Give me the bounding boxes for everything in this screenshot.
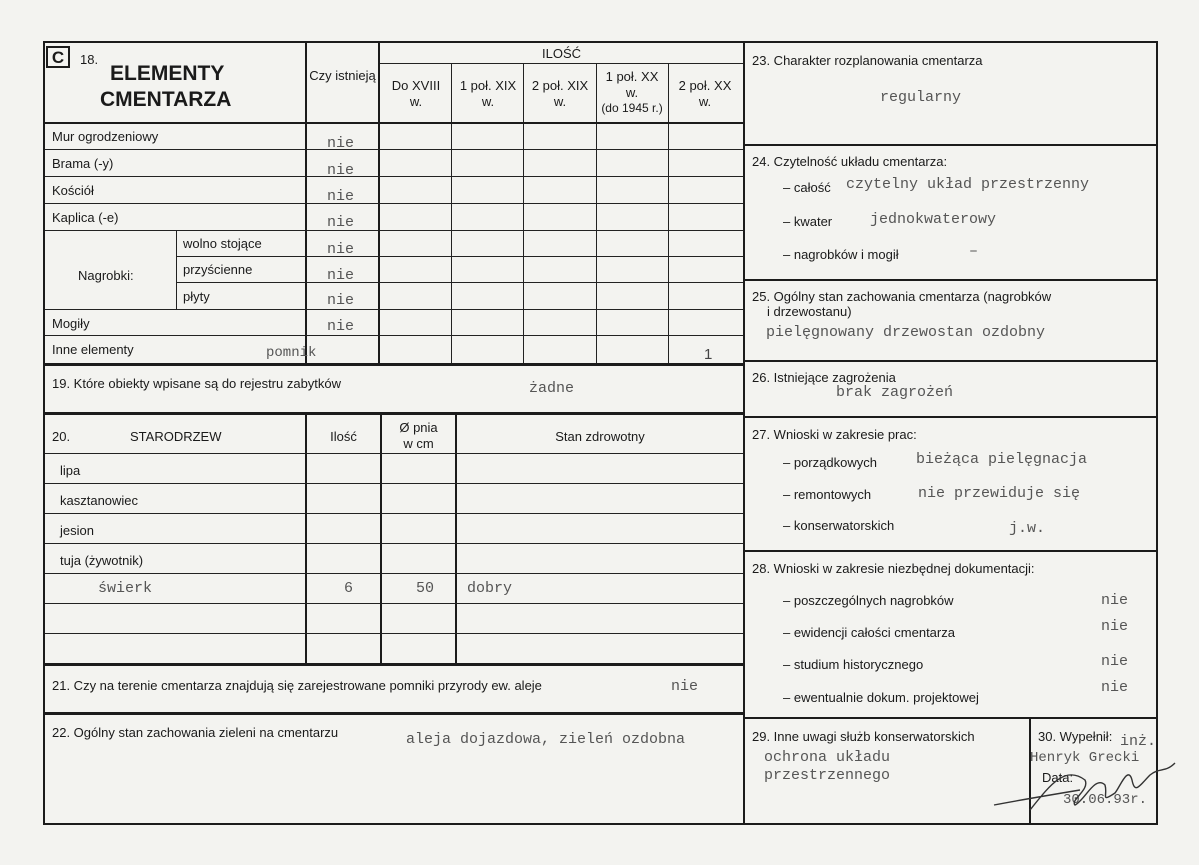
- section-25-value: pielęgnowany drzewostan ozdobny: [766, 324, 1046, 341]
- section-28-value-4: nie: [1101, 679, 1129, 696]
- tree-tuja: tuja (żywotnik): [60, 553, 144, 568]
- section-24-label: 24. Czytelność układu cmentarza:: [752, 154, 948, 169]
- tree-jesion: jesion: [60, 523, 94, 538]
- section-26-label: 26. Istniejące zagrożenia: [752, 370, 896, 385]
- section-29-value-1: ochrona układu: [764, 749, 891, 766]
- section-19-label: 19. Które obiekty wpisane są do rejestru zabytków: [52, 376, 342, 391]
- tree-kasztanowiec: kasztanowiec: [60, 493, 139, 508]
- section-19-value: żadne: [529, 380, 575, 397]
- section-21-value: nie: [671, 678, 699, 695]
- row-label-brama: Brama (-y): [52, 156, 114, 171]
- section-29-label: 29. Inne uwagi służb konserwatorskich: [752, 729, 975, 744]
- row-label-mur: Mur ogrodzeniowy: [52, 129, 159, 144]
- section-29-value-2: przestrzennego: [764, 767, 891, 784]
- section-30-date-label: Data:: [1042, 770, 1074, 785]
- section-18-title-1: ELEMENTY: [110, 62, 225, 85]
- period-3-header: 2 poł. XIX w.: [531, 78, 589, 109]
- tree-swierk-ilosc: 6: [344, 580, 354, 597]
- section-27-label: 27. Wnioski w zakresie prac:: [752, 427, 917, 442]
- section-27-item-3: – konserwatorskich: [783, 518, 895, 533]
- section-24-item-2: – kwater: [783, 214, 833, 229]
- section-28-item-4: – ewentualnie dokum. projektowej: [783, 690, 979, 705]
- row-label-wolno: wolno stojące: [183, 236, 262, 251]
- section-27-item-2: – remontowych: [783, 487, 872, 502]
- section-27-item-1: – porządkowych: [783, 455, 877, 470]
- section-letter: C: [46, 46, 70, 68]
- section-22-label: 22. Ogólny stan zachowania zieleni na cmentarzu: [52, 725, 339, 740]
- section-27-value-3: j.w.: [1009, 520, 1046, 537]
- section-24-item-3: – nagrobków i mogił: [783, 247, 899, 262]
- section-20-ilosc-header: Ilość: [330, 429, 357, 444]
- row-label-nagrobki: Nagrobki:: [78, 268, 134, 283]
- value-kaplica: nie: [327, 214, 355, 231]
- section-26-value: brak zagrożeń: [836, 384, 954, 401]
- value-inne: pomnik: [266, 345, 317, 361]
- section-24-value-3: –: [969, 243, 979, 260]
- section-25-label-1: 25. Ogólny stan zachowania cmentarza (nagrobków: [752, 289, 1052, 304]
- section-25-label-2: i drzewostanu): [767, 304, 852, 319]
- section-20-number: 20.: [52, 429, 71, 444]
- section-18-title-2: CMENTARZA: [100, 88, 232, 111]
- section-20-pnia-header-2: w cm: [403, 436, 434, 451]
- section-24-item-1: – całość: [783, 180, 831, 195]
- section-28-value-3: nie: [1101, 653, 1129, 670]
- period-4-header: 1 poł. XX w.: [605, 69, 659, 100]
- section-23-label: 23. Charakter rozplanowania cmentarza: [752, 53, 983, 68]
- value-brama: nie: [327, 162, 355, 179]
- value-mogily: nie: [327, 318, 355, 335]
- section-20-title: STARODRZEW: [130, 429, 222, 444]
- section-30-date: 30.06.93r.: [1063, 792, 1148, 808]
- section-28-item-1: – poszczególnych nagrobków: [783, 593, 954, 608]
- section-20-stan-header: Stan zdrowotny: [555, 429, 645, 444]
- tree-swierk-stan: dobry: [467, 580, 513, 597]
- row-label-plyty: płyty: [183, 289, 210, 304]
- value-inne-count: 1: [704, 346, 713, 363]
- value-kosciol: nie: [327, 188, 355, 205]
- ilosc-header: ILOŚĆ: [541, 46, 581, 61]
- row-label-inne: Inne elementy: [52, 342, 134, 357]
- section-20-pnia-header-1: Ø pnia: [399, 420, 438, 435]
- section-28-value-1: nie: [1101, 592, 1129, 609]
- period-2-header: 1 poł. XIX w.: [459, 78, 517, 109]
- period-5-header: 2 poł. XX w.: [678, 78, 732, 109]
- row-label-kaplica: Kaplica (-e): [52, 210, 119, 225]
- section-28-label: 28. Wnioski w zakresie niezbędnej dokumentacji:: [752, 561, 1035, 576]
- row-label-kosciol: Kościół: [52, 183, 94, 198]
- period-4-note: (do 1945 r.): [601, 101, 663, 115]
- section-27-value-2: nie przewiduje się: [918, 485, 1081, 502]
- section-30-title: inż.: [1120, 733, 1157, 750]
- section-28-value-2: nie: [1101, 618, 1129, 635]
- section-27-value-1: bieżąca pielęgnacja: [916, 451, 1088, 468]
- value-wolno: nie: [327, 241, 355, 258]
- tree-lipa: lipa: [60, 463, 81, 478]
- period-1-header: Do XVIII w.: [391, 78, 441, 109]
- value-mur: nie: [327, 135, 355, 152]
- section-18-number: 18.: [80, 52, 99, 67]
- czy-istnieja-header: Czy istnieją: [309, 68, 376, 83]
- tree-swierk: świerk: [98, 580, 153, 597]
- value-plyty: nie: [327, 292, 355, 309]
- signature-icon: [990, 745, 1185, 815]
- section-28-item-3: – studium historycznego: [783, 657, 924, 672]
- section-30-label: 30. Wypełnił:: [1038, 729, 1113, 744]
- section-22-value: aleja dojazdowa, zieleń ozdobna: [406, 731, 686, 748]
- section-28-item-2: – ewidencji całości cmentarza: [783, 625, 955, 640]
- section-24-value-2: jednokwaterowy: [870, 211, 997, 228]
- row-label-przyscienne: przyścienne: [183, 262, 253, 277]
- tree-swierk-pnia: 50: [416, 580, 435, 597]
- section-23-value: regularny: [880, 89, 962, 106]
- row-label-mogily: Mogiły: [52, 316, 90, 331]
- section-24-value-1: czytelny układ przestrzenny: [846, 176, 1090, 193]
- section-21-label: 21. Czy na terenie cmentarza znajdują się zarejestrowane pomniki przyrody ew. aleje: [52, 678, 542, 693]
- value-przyscienne: nie: [327, 267, 355, 284]
- section-30-name: Henryk Grecki: [1030, 750, 1140, 766]
